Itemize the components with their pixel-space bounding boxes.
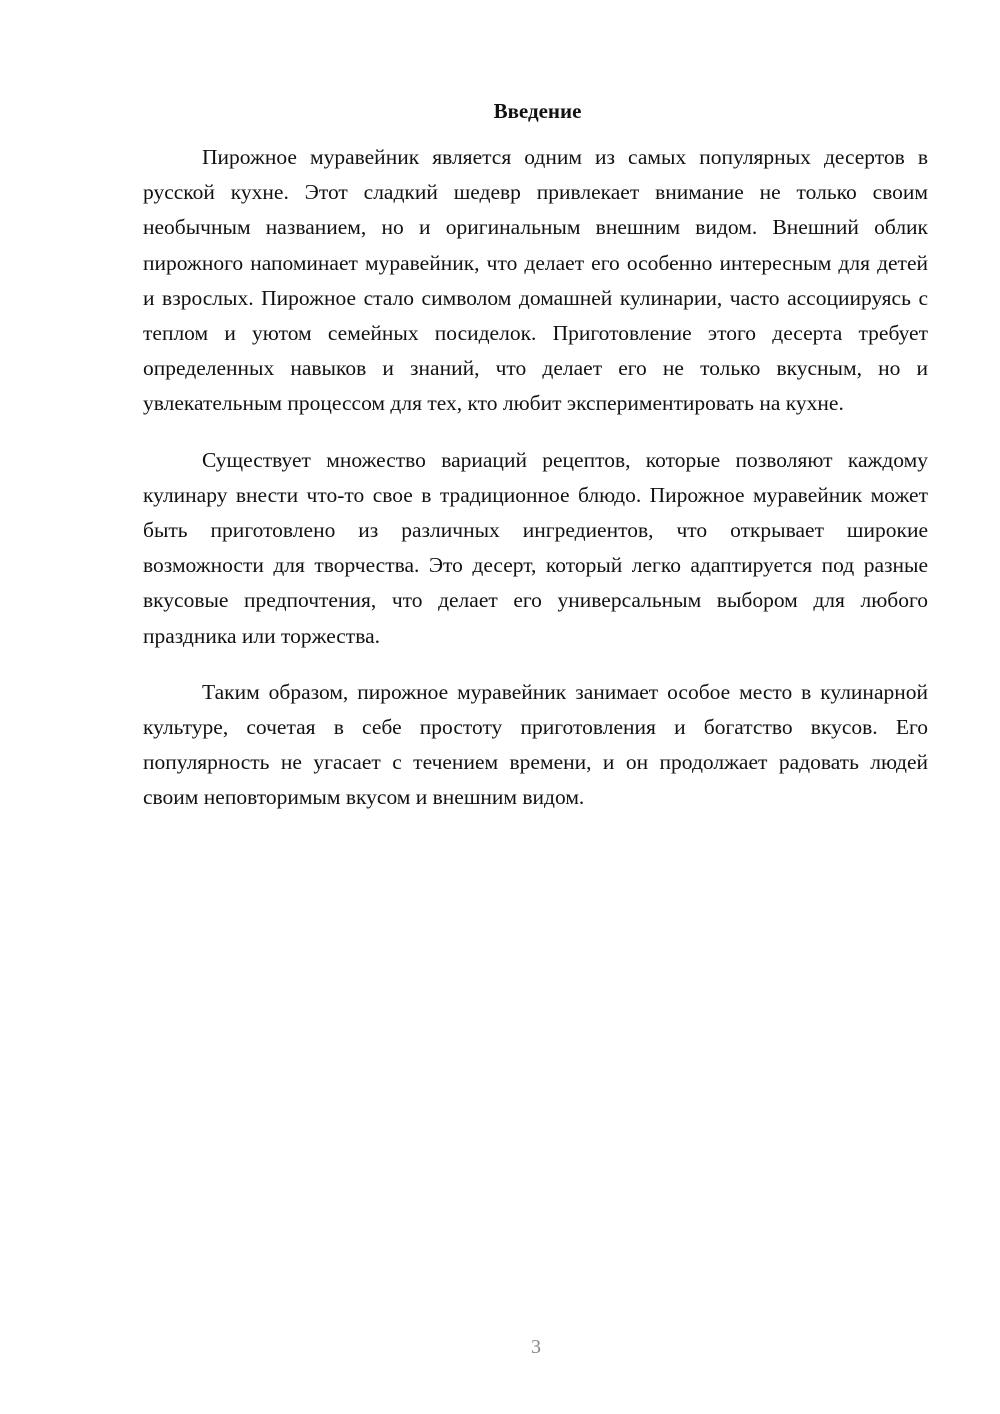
paragraph-3: Таким образом, пирожное муравейник занимает особое место в кулинарной культуре, сочетая в себе простоту приготовления и богатство вкусов. Его популярность не угасает с течением времени, и он продолжает радовать людей своим неповторимым вкусом и внешним видом. xyxy=(143,679,928,810)
paragraph-1: Пирожное муравейник является одним из самых популярных десертов в русской кухне. Этот сладкий шедевр привлекает внимание не только своим необычным названием, но и оригинальным внешним видом. Внешний облик пирожного напоминает муравейник, что делает его особенно интересным для детей и взрослых. Пирожное стало символом домашней кулинарии, часто ассоциируясь с теплом и уютом семейных посиделок. Приготовление этого десерта требует определенных навыков и знаний, что делает его не только вкусным, но и увлекательным процессом для тех, кто любит экспериментировать на кухне. xyxy=(143,145,928,416)
page-number: 3 xyxy=(531,1336,541,1358)
section-heading: Введение xyxy=(493,99,582,123)
paragraph-2: Существует множество вариаций рецептов, которые позволяют каждому кулинару внести что-то свое в традиционное блюдо. Пирожное муравейник может быть приготовлено из различных ингредиентов, что открывает широкие возможности для творчества. Это десерт, который легко адаптируется под разные вкусовые предпочтения, что делает его универсальным выбором для любого праздника или торжества. xyxy=(143,447,928,648)
page-content xyxy=(143,96,928,837)
